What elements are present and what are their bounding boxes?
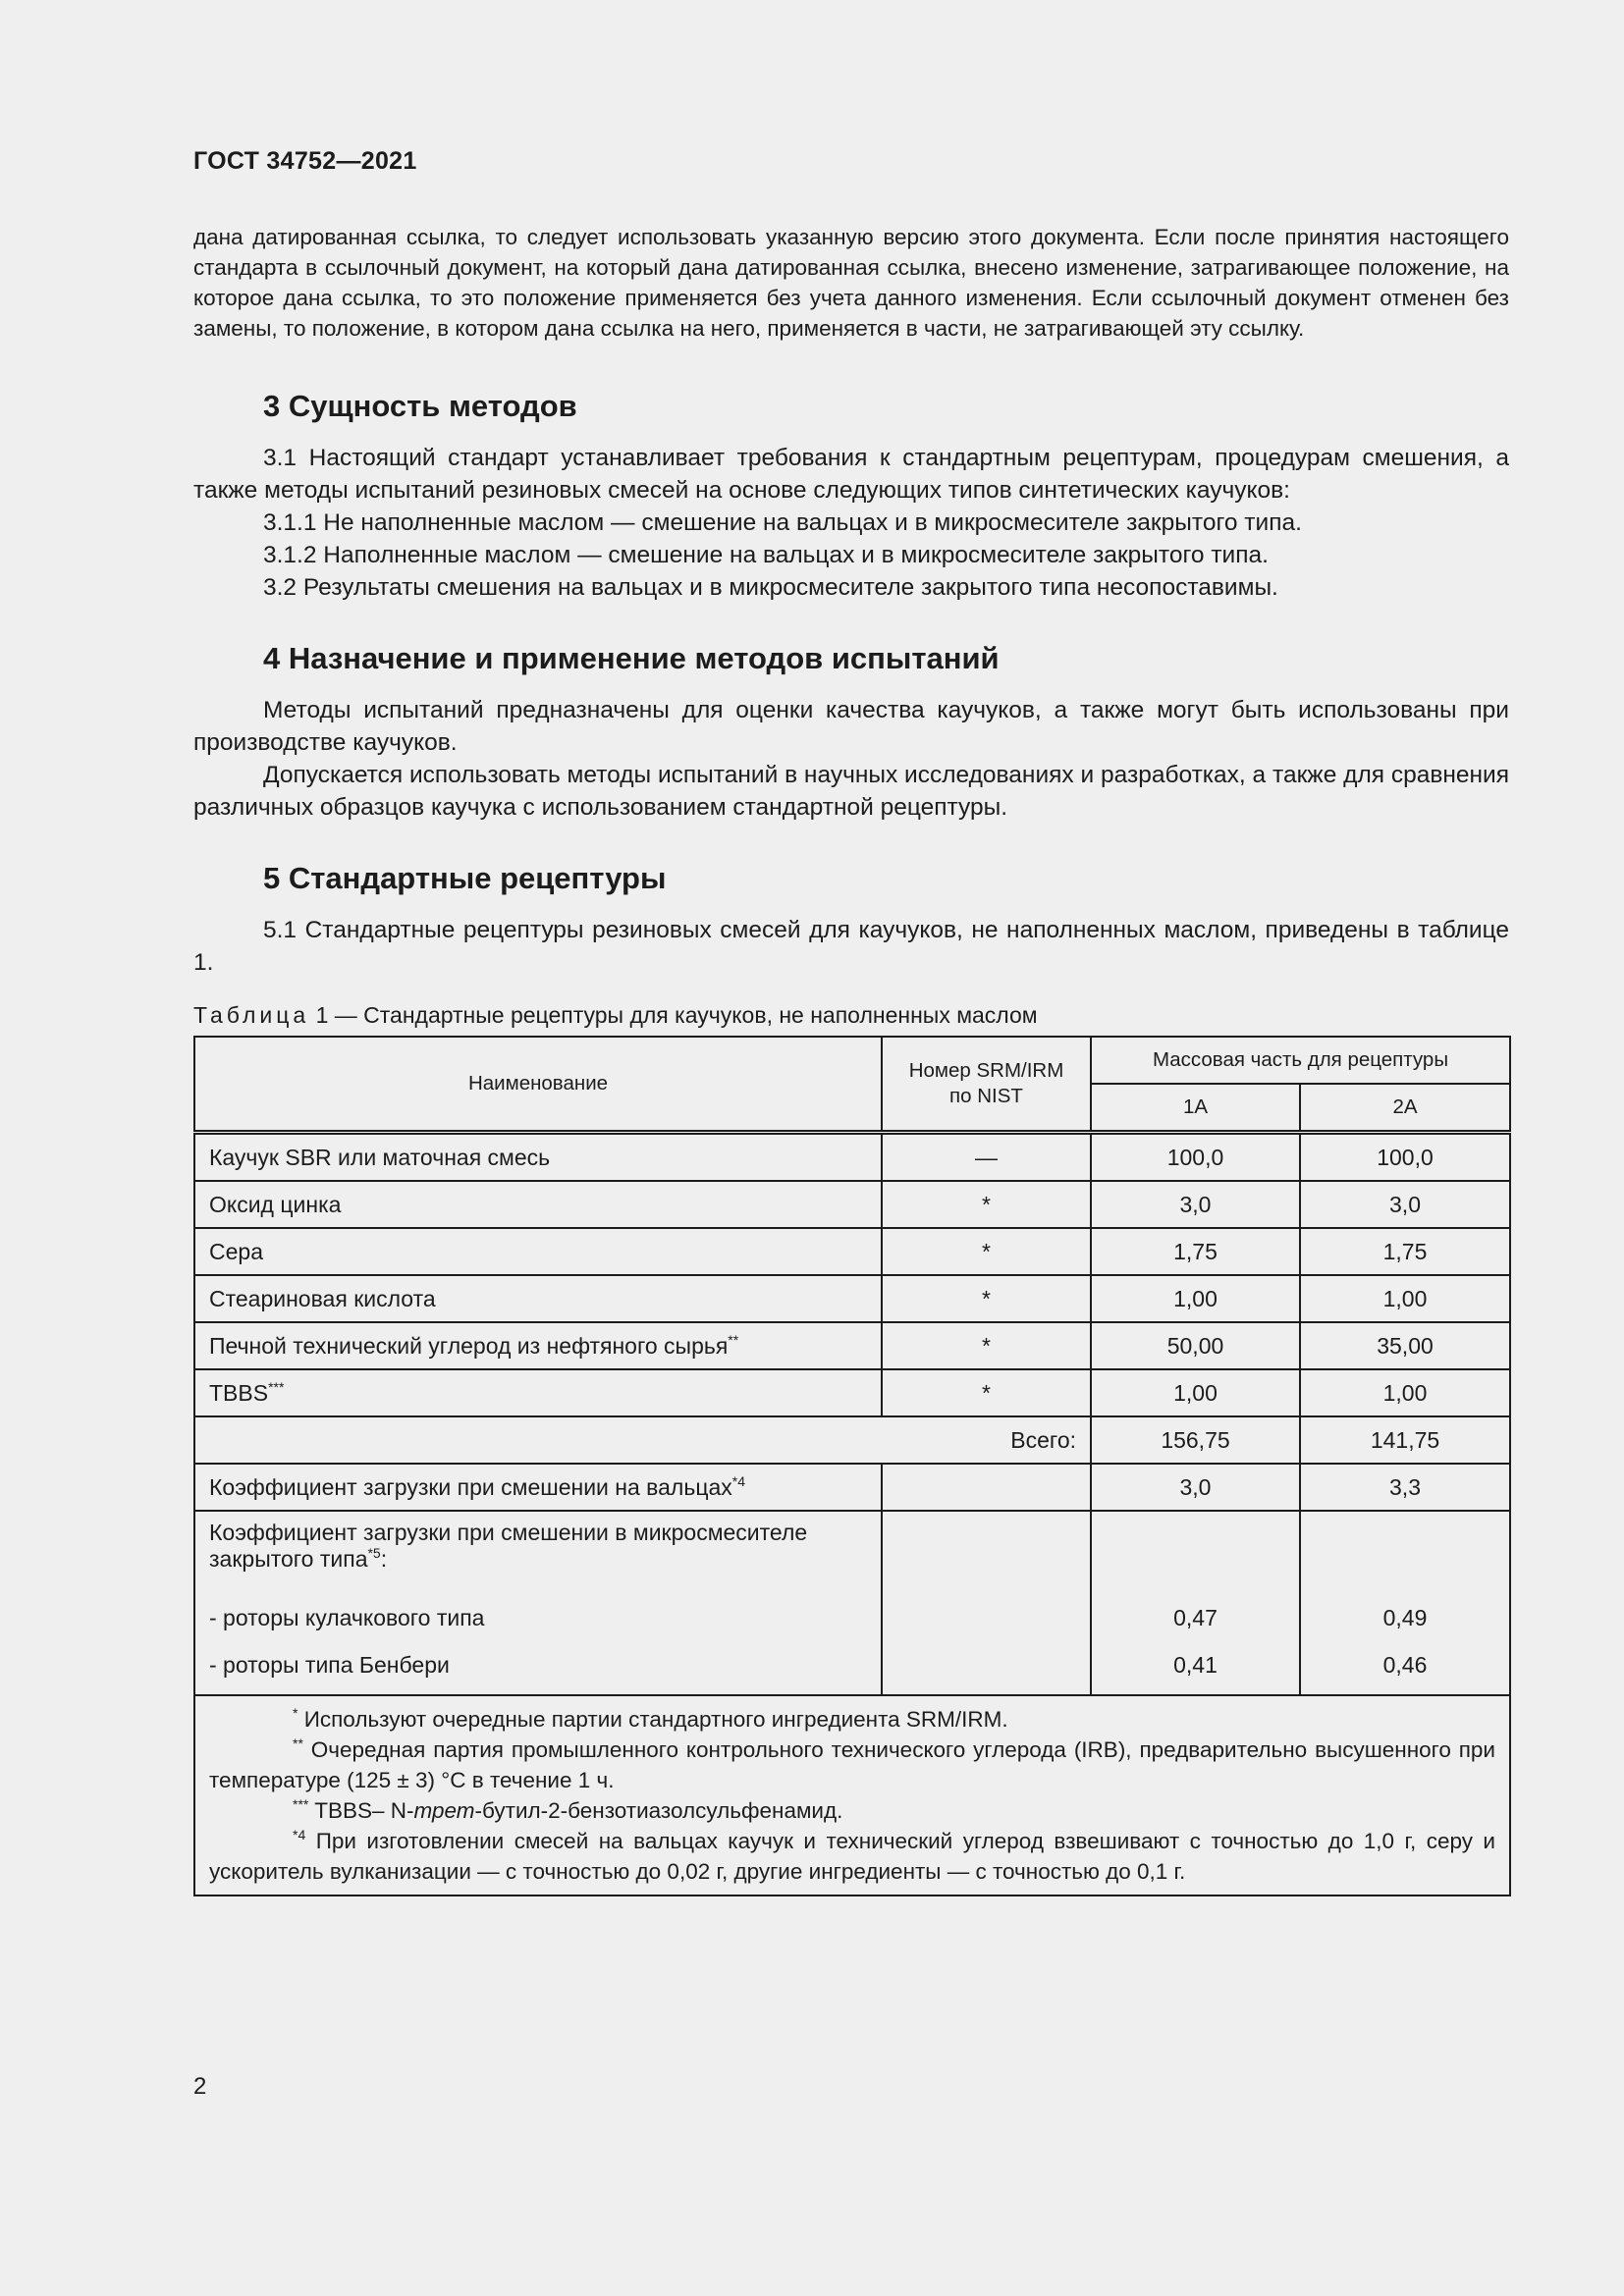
section-5-paragraph-1: 5.1 Стандартные рецептуры резиновых смесей для каучуков, не наполненных маслом, приведены в таблице 1.	[193, 917, 1509, 976]
section-4-paragraph-2: Допускается использовать методы испытаний в научных исследованиях и разработках, а также для сравнения различных образцов каучука с использованием стандартной рецептуры.	[193, 762, 1509, 821]
row-value-1a: 3,0	[1091, 1181, 1300, 1228]
coef-rolls-footnote-mark: *4	[731, 1472, 746, 1489]
section-3-paragraph-4: 3.2 Результаты смешения на вальцах и в микросмесителе закрытого типа несопоставимы.	[263, 574, 1278, 601]
row-value-2a: 1,00	[1300, 1369, 1510, 1416]
row-name	[194, 1369, 882, 1416]
footnote-1-text: Используют очередные партии стандартного ингредиента SRM/IRM.	[298, 1707, 1008, 1732]
page-number: 2	[193, 2073, 207, 2100]
document-header: ГОСТ 34752—2021	[193, 147, 417, 175]
table-caption	[193, 1000, 1509, 1030]
coef-rolls-srm	[882, 1464, 1091, 1511]
table-row	[194, 1369, 1510, 1416]
row-value-1a: 100,0	[1091, 1133, 1300, 1182]
footnote-3	[209, 1795, 1495, 1826]
row-name: Сера	[194, 1228, 882, 1275]
coef-mixer-text: Коэффициент загрузки при смешении в микросмесителе закрытого типа	[209, 1520, 808, 1572]
row-value-2a: 1,75	[1300, 1228, 1510, 1275]
row-srm: *	[882, 1322, 1091, 1369]
row-name: Стеариновая кислота	[194, 1275, 882, 1322]
total-value-1a: 156,75	[1091, 1416, 1300, 1464]
coef-mixer-sub1-value-2a: 0,49	[1382, 1605, 1428, 1630]
table-caption-word: Таблица	[193, 1002, 310, 1028]
coef-rolls-value-1a: 3,0	[1091, 1464, 1300, 1511]
coef-rolls-row	[194, 1464, 1510, 1511]
coef-rolls-name	[194, 1464, 882, 1511]
row-name: Оксид цинка	[194, 1181, 882, 1228]
row-value-2a: 100,0	[1300, 1133, 1510, 1182]
coef-mixer-sub2-value-1a: 0,41	[1173, 1652, 1218, 1678]
section-3-paragraph-3: 3.1.2 Наполненные маслом — смешение на вальцах и в микросмесителе закрытого типа.	[263, 542, 1269, 568]
footnote-2-mark: **	[293, 1735, 303, 1751]
row-value-2a: 1,00	[1300, 1275, 1510, 1322]
row-name-text: Печной технический углерод из нефтяного сырья	[209, 1332, 729, 1359]
section-4-paragraph-1: Методы испытаний предназначены для оценки качества каучуков, а также могут быть использованы при производстве каучуков.	[193, 697, 1509, 756]
footnotes-cell	[194, 1695, 1510, 1896]
coef-mixer-srm	[882, 1511, 1091, 1695]
coef-mixer-name	[194, 1511, 882, 1695]
coef-mixer-sub1-label: - роторы кулачкового типа	[209, 1605, 485, 1630]
coef-mixer-values-2a	[1300, 1511, 1510, 1695]
header-name: Наименование	[194, 1037, 882, 1133]
coef-rolls-value-2a: 3,3	[1300, 1464, 1510, 1511]
table-row	[194, 1322, 1510, 1369]
row-value-1a: 1,00	[1091, 1275, 1300, 1322]
intro-paragraph: дана датированная ссылка, то следует использовать указанную версию этого документа. Если после принятия настоящего стандарта в ссылочный документ, на который дана датированная ссылка, внесено изменение, затрагивающее положение, на которое дана ссылка, то это положение применяется без учета данного изменения. Если ссылочный документ отменен без замены, то положение, в котором дана ссылка на него, применяется в части, не затрагивающей эту ссылку.	[193, 225, 1509, 341]
row-srm: *	[882, 1275, 1091, 1322]
row-name-footnote-mark: **	[728, 1331, 739, 1348]
footnote-2	[209, 1735, 1495, 1795]
coef-mixer-row	[194, 1511, 1510, 1695]
section-5-heading: 5 Стандартные рецептуры	[263, 861, 667, 895]
table-row	[194, 1228, 1510, 1275]
coef-rolls-text: Коэффициент загрузки при смешении на вальцах	[209, 1473, 732, 1500]
footnote-1	[209, 1704, 1495, 1735]
coef-mixer-suffix: :	[380, 1546, 388, 1572]
footnote-3-text-b: -бутил-2-бензотиазолсульфенамид.	[474, 1798, 843, 1823]
row-value-1a: 1,75	[1091, 1228, 1300, 1275]
total-row	[194, 1416, 1510, 1464]
coef-mixer-sub2-value-2a: 0,46	[1382, 1652, 1428, 1678]
table-row	[194, 1275, 1510, 1322]
row-value-2a: 3,0	[1300, 1181, 1510, 1228]
footnote-1-mark: *	[293, 1705, 298, 1721]
section-4-heading: 4 Назначение и применение методов испытаний	[263, 641, 1000, 675]
row-srm: *	[882, 1181, 1091, 1228]
footnote-3-text-a: TBBS– N-	[308, 1798, 414, 1823]
page-content	[193, 222, 1509, 1896]
total-value-2a: 141,75	[1300, 1416, 1510, 1464]
coef-mixer-sub1-value-1a: 0,47	[1173, 1605, 1218, 1630]
section-3-paragraph-2: 3.1.1 Не наполненные маслом — смешение на вальцах и в микросмесителе закрытого типа.	[263, 509, 1302, 536]
total-label: Всего:	[194, 1416, 1091, 1464]
row-value-1a: 50,00	[1091, 1322, 1300, 1369]
header-srm: Номер SRM/IRM по NIST	[882, 1037, 1091, 1133]
table-row	[194, 1181, 1510, 1228]
row-srm: *	[882, 1369, 1091, 1416]
footnote-3-italic: трет	[413, 1798, 475, 1823]
coef-mixer-values-1a	[1091, 1511, 1300, 1695]
header-recipe-1a: 1A	[1091, 1084, 1300, 1133]
row-name: Каучук SBR или маточная смесь	[194, 1133, 882, 1182]
row-srm: —	[882, 1133, 1091, 1182]
footnote-4	[209, 1826, 1495, 1887]
table-row	[194, 1133, 1510, 1182]
recipe-table	[193, 1036, 1511, 1896]
coef-mixer-footnote-mark: *5	[367, 1545, 381, 1561]
footnote-4-mark: *4	[293, 1827, 306, 1842]
header-mass-part: Массовая часть для рецептуры	[1091, 1037, 1510, 1084]
row-srm: *	[882, 1228, 1091, 1275]
row-value-1a: 1,00	[1091, 1369, 1300, 1416]
header-recipe-2a: 2A	[1300, 1084, 1510, 1133]
section-3-paragraph-1: 3.1 Настоящий стандарт устанавливает требования к стандартным рецептурам, процедурам смешения, а также методы испытаний резиновых смесей на основе следующих типов синтетических каучуков:	[193, 445, 1509, 504]
footnote-2-text: Очередная партия промышленного контрольного технического углерода (IRB), предварительно высушенного при температуре (125 ± 3) °С в течение 1 ч.	[209, 1737, 1496, 1792]
coef-mixer-sub2-label: - роторы типа Бенбери	[209, 1652, 450, 1678]
coef-mixer-title	[209, 1520, 881, 1573]
footnote-3-mark: ***	[293, 1796, 309, 1812]
row-name-text: TBBS	[209, 1379, 269, 1406]
row-name-footnote-mark: ***	[268, 1378, 285, 1395]
footnotes-row	[194, 1695, 1510, 1896]
section-3-heading: 3 Сущность методов	[263, 389, 577, 423]
row-name	[194, 1322, 882, 1369]
table-caption-text: 1 — Стандартные рецептуры для каучуков, не наполненных маслом	[309, 1002, 1038, 1028]
footnote-4-text: При изготовлении смесей на вальцах каучук и технический углерод взвешивают с точностью до 1,0 г, серу и ускоритель вулканизации — с точностью до 0,02 г, другие ингредиенты — с точностью до 0,1 г.	[209, 1829, 1496, 1884]
row-value-2a: 35,00	[1300, 1322, 1510, 1369]
